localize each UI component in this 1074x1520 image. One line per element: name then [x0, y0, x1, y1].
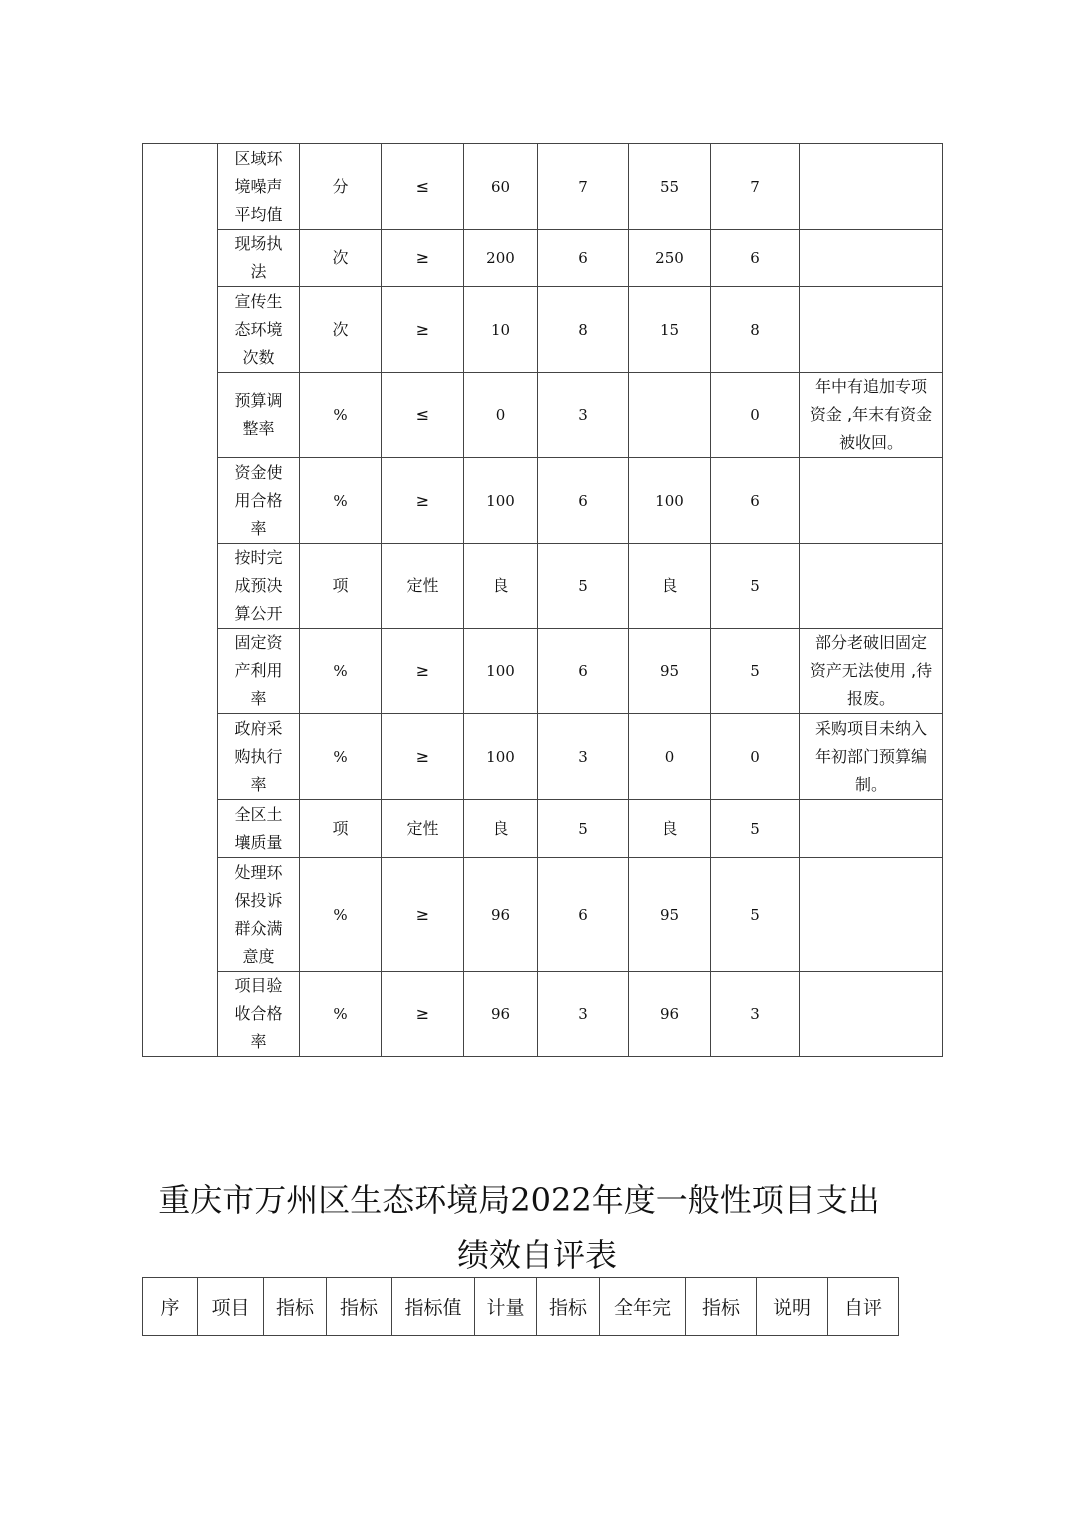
table-row: [143, 972, 943, 1057]
page-title-line2: 绩效自评表: [456, 1236, 617, 1274]
indicator-name: [218, 144, 300, 230]
target-cell: 良: [464, 544, 538, 629]
score-cell: 0: [711, 373, 800, 458]
weight-cell: 6: [538, 458, 629, 544]
indicator-name-line: 境噪声: [234, 176, 283, 196]
table-row: [143, 144, 943, 230]
table-row: [143, 230, 943, 287]
weight-cell: 3: [538, 972, 629, 1057]
actual-cell: 良: [629, 800, 711, 858]
operator-cell: ≥: [382, 287, 464, 373]
operator-cell: ≥: [382, 858, 464, 972]
table-row: [143, 858, 943, 972]
indicator-name-line: 整率: [242, 419, 275, 438]
header-cell: 指标: [537, 1278, 600, 1336]
indicator-name: [218, 230, 300, 287]
header-cell: 自评: [828, 1278, 899, 1336]
indicator-name-line: 成预决: [234, 576, 283, 595]
weight-cell: 6: [538, 629, 629, 714]
weight-cell: 8: [538, 287, 629, 373]
note-cell: [800, 544, 943, 629]
note-cell-line: 报废。: [846, 689, 895, 708]
target-cell: 100: [464, 458, 538, 544]
indicator-name-line: 按时完: [234, 548, 283, 567]
indicator-name: [218, 373, 300, 458]
operator-cell: ≤: [382, 373, 464, 458]
indicator-name-line: 法: [250, 262, 267, 281]
score-cell: 7: [711, 144, 800, 230]
actual-cell: 15: [629, 287, 711, 373]
header-cell: 序: [143, 1278, 198, 1336]
actual-cell: 55: [629, 144, 711, 230]
operator-cell: 定性: [382, 544, 464, 629]
note-cell-line: 资产无法使用 ,待: [809, 661, 933, 680]
indicator-name: [218, 544, 300, 629]
note-cell: [800, 458, 943, 544]
score-cell: 5: [711, 800, 800, 858]
unit-cell: 项: [300, 544, 382, 629]
indicator-name: [218, 629, 300, 714]
indicator-name-line: 购执行: [234, 746, 283, 766]
indicator-name-line: 意度: [242, 946, 275, 966]
target-cell: 96: [464, 858, 538, 972]
indicator-name-line: 收合格: [234, 1004, 283, 1023]
table-row: [143, 458, 943, 544]
indicator-name-line: 率: [250, 689, 267, 708]
indicator-name-line: 率: [250, 774, 267, 794]
table-row: [143, 544, 943, 629]
unit-cell: 项: [300, 800, 382, 858]
unit-cell: 分: [300, 144, 382, 230]
actual-cell: 96: [629, 972, 711, 1057]
indicator-name: [218, 858, 300, 972]
indicator-name-line: 资金使: [234, 462, 283, 482]
note-cell-line: 年初部门预算编: [814, 746, 927, 766]
indicator-name: [218, 972, 300, 1057]
header-table: [142, 1277, 899, 1336]
note-cell-line: 采购项目未纳入: [814, 718, 927, 738]
indicator-name-line: 算公开: [234, 604, 283, 623]
actual-cell: 0: [629, 714, 711, 800]
actual-cell: [629, 373, 711, 458]
operator-cell: ≥: [382, 714, 464, 800]
target-cell: 10: [464, 287, 538, 373]
header-cell: 指标: [327, 1278, 392, 1336]
target-cell: 96: [464, 972, 538, 1057]
unit-cell: 次: [300, 230, 382, 287]
note-cell: [800, 629, 943, 714]
page-title: 重庆市万州区生态环境局2022年度一般性项目支出: [158, 1181, 880, 1219]
operator-cell: ≥: [382, 230, 464, 287]
operator-cell: 定性: [382, 800, 464, 858]
actual-cell: 良: [629, 544, 711, 629]
header-cell: 指标: [264, 1278, 327, 1336]
note-cell-line: 被收回。: [838, 433, 903, 452]
indicator-name-line: 政府采: [234, 718, 283, 738]
weight-cell: 5: [538, 544, 629, 629]
indicator-name-line: 项目验: [234, 976, 283, 995]
operator-cell: ≤: [382, 144, 464, 230]
header-cell: 计量: [475, 1278, 537, 1336]
note-cell: [800, 230, 943, 287]
weight-cell: 7: [538, 144, 629, 230]
header-cell: 全年完: [600, 1278, 686, 1336]
actual-cell: 100: [629, 458, 711, 544]
indicator-name-line: 区域环: [234, 148, 283, 168]
note-cell-line: 部分老破旧固定: [814, 633, 927, 652]
indicator-table: [142, 143, 943, 1057]
score-cell: 5: [711, 858, 800, 972]
indicator-name-line: 产利用: [234, 661, 283, 680]
table-row: [143, 287, 943, 373]
header-cell: 指标: [686, 1278, 757, 1336]
weight-cell: 6: [538, 858, 629, 972]
unit-cell: %: [300, 373, 382, 458]
note-cell: [800, 800, 943, 858]
note-cell: [800, 972, 943, 1057]
actual-cell: 95: [629, 629, 711, 714]
indicator-name-line: 宣传生: [234, 291, 283, 311]
unit-cell: %: [300, 714, 382, 800]
weight-cell: 3: [538, 714, 629, 800]
indicator-name: [218, 458, 300, 544]
score-cell: 5: [711, 629, 800, 714]
header-cell: 指标值: [392, 1278, 475, 1336]
indicator-name-line: 用合格: [234, 490, 283, 510]
score-cell: 3: [711, 972, 800, 1057]
table-row: [143, 629, 943, 714]
indicator-name: [218, 714, 300, 800]
indicator-name-line: 态环境: [234, 319, 283, 339]
target-cell: 200: [464, 230, 538, 287]
operator-cell: ≥: [382, 458, 464, 544]
table-row: [143, 800, 943, 858]
score-cell: 0: [711, 714, 800, 800]
indicator-name-line: 处理环: [234, 862, 283, 882]
operator-cell: ≥: [382, 629, 464, 714]
indicator-name-line: 固定资: [234, 633, 283, 652]
unit-cell: 次: [300, 287, 382, 373]
unit-cell: %: [300, 972, 382, 1057]
weight-cell: 3: [538, 373, 629, 458]
header-cell: 说明: [757, 1278, 828, 1336]
header-cell: 项目: [198, 1278, 264, 1336]
weight-cell: 5: [538, 800, 629, 858]
actual-cell: 95: [629, 858, 711, 972]
indicator-name-line: 率: [250, 1032, 267, 1051]
indicator-name: [218, 287, 300, 373]
score-cell: 6: [711, 458, 800, 544]
note-cell-line: 制。: [854, 774, 887, 794]
indicator-name-line: 群众满: [234, 918, 283, 938]
target-cell: 0: [464, 373, 538, 458]
indicator-name-line: 壤质量: [234, 832, 283, 852]
actual-cell: 250: [629, 230, 711, 287]
note-cell-line: 资金 ,年末有资金: [809, 405, 933, 424]
indicator-name-line: 次数: [242, 347, 275, 367]
note-cell: [800, 373, 943, 458]
score-cell: 8: [711, 287, 800, 373]
table-row: [143, 373, 943, 458]
target-cell: 60: [464, 144, 538, 230]
unit-cell: %: [300, 458, 382, 544]
indicator-name-line: 现场执: [234, 234, 283, 253]
indicator-name-line: 全区土: [234, 804, 283, 824]
operator-cell: ≥: [382, 972, 464, 1057]
score-cell: 5: [711, 544, 800, 629]
indicator-name-line: 平均值: [234, 204, 283, 224]
weight-cell: 6: [538, 230, 629, 287]
target-cell: 良: [464, 800, 538, 858]
unit-cell: %: [300, 629, 382, 714]
indicator-name-line: 率: [250, 518, 267, 538]
note-cell: [800, 287, 943, 373]
target-cell: 100: [464, 714, 538, 800]
note-cell: [800, 714, 943, 800]
indicator-name-line: 保投诉: [234, 890, 283, 910]
score-cell: 6: [711, 230, 800, 287]
note-cell-line: 年中有追加专项: [814, 377, 927, 396]
note-cell: [800, 858, 943, 972]
indicator-name-line: 预算调: [234, 391, 283, 410]
indicator-name: [218, 800, 300, 858]
category-cell: [143, 144, 218, 1057]
table-row: [143, 714, 943, 800]
unit-cell: %: [300, 858, 382, 972]
note-cell: [800, 144, 943, 230]
target-cell: 100: [464, 629, 538, 714]
